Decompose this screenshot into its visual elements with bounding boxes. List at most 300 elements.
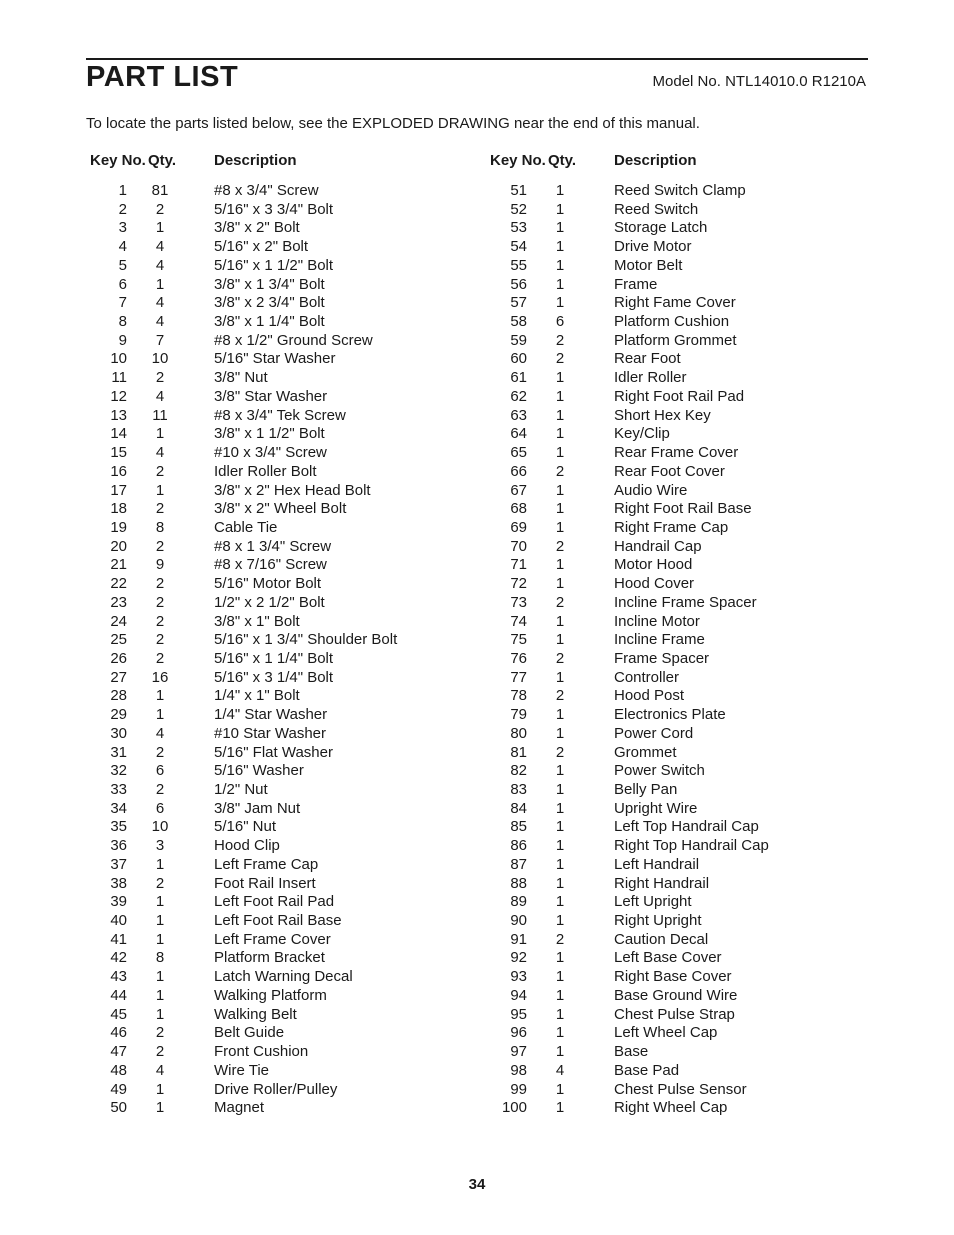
part-qty: 4 [155, 238, 165, 256]
part-qty: 2 [555, 537, 565, 555]
part-description: 3/8" Jam Nut [214, 799, 301, 817]
page-number: 34 [468, 1176, 486, 1193]
part-key-no: 56 [510, 275, 527, 293]
part-description: 3/8" Star Washer [214, 387, 328, 405]
part-description: Right Top Handrail Cap [614, 837, 769, 855]
part-qty: 16 [151, 668, 169, 686]
part-qty: 1 [555, 668, 565, 686]
part-key-no: 64 [510, 425, 527, 443]
header-qty: Qty. [148, 152, 177, 169]
part-description: Incline Frame Spacer [614, 593, 757, 611]
part-description: #8 x 7/16" Screw [214, 556, 327, 574]
part-qty: 1 [555, 762, 565, 780]
part-key-no: 76 [510, 649, 527, 667]
part-qty: 2 [555, 743, 565, 761]
part-key-no: 13 [110, 406, 127, 424]
part-qty: 1 [555, 369, 565, 387]
part-description: Handrail Cap [614, 537, 702, 555]
part-qty: 11 [152, 406, 168, 424]
part-qty: 1 [555, 1024, 565, 1042]
part-description: 5/16" Nut [214, 818, 277, 836]
part-description: Right Fame Cover [614, 294, 736, 312]
part-key-no: 54 [510, 238, 527, 256]
part-description: 5/16" x 2" Bolt [214, 238, 309, 256]
part-description: Audio Wire [614, 481, 688, 499]
part-qty: 2 [155, 743, 165, 761]
part-qty: 1 [555, 799, 565, 817]
part-description: Latch Warning Decal [214, 968, 353, 986]
part-qty: 1 [555, 893, 565, 911]
part-description: Right Handrail [614, 874, 710, 892]
part-qty: 1 [555, 444, 565, 462]
part-key-no: 65 [510, 444, 527, 462]
part-key-no: 100 [501, 1099, 527, 1117]
part-description: 1/4" x 1" Bolt [214, 687, 300, 705]
part-qty: 2 [555, 930, 565, 948]
part-key-no: 67 [510, 481, 527, 499]
part-key-no: 46 [110, 1024, 127, 1042]
part-qty: 4 [155, 313, 165, 331]
part-key-no: 24 [110, 612, 127, 630]
part-description: Power Cord [614, 724, 694, 742]
part-description: Belly Pan [614, 781, 678, 798]
part-qty: 2 [555, 593, 565, 611]
part-qty: 2 [155, 1043, 165, 1061]
part-description: Walking Belt [214, 1005, 297, 1023]
part-qty: 3 [155, 837, 165, 855]
part-description: 5/16" x 1 3/4" Shoulder Bolt [214, 631, 398, 649]
part-qty: 1 [555, 1099, 565, 1117]
part-key-no: 50 [110, 1099, 127, 1117]
part-description: 5/16" Star Washer [214, 350, 336, 368]
part-key-no: 73 [510, 593, 527, 611]
part-key-no: 68 [510, 500, 527, 518]
part-description: Right Wheel Cap [614, 1099, 728, 1117]
part-key-no: 51 [510, 182, 527, 199]
part-qty: 2 [155, 575, 165, 593]
part-description: Walking Platform [214, 986, 327, 1004]
part-description: 5/16" x 3 1/4" Bolt [214, 668, 334, 686]
part-description: Caution Decal [614, 930, 709, 948]
part-key-no: 19 [110, 518, 127, 536]
part-qty: 1 [155, 706, 165, 724]
part-key-no: 34 [110, 799, 127, 817]
part-key-no: 99 [510, 1080, 527, 1098]
part-qty: 1 [155, 425, 165, 443]
part-description: Foot Rail Insert [214, 874, 316, 892]
part-description: Frame [614, 275, 658, 293]
part-qty: 1 [555, 518, 565, 536]
part-key-no: 72 [510, 575, 527, 593]
part-qty: 1 [555, 182, 565, 199]
part-key-no: 55 [510, 256, 527, 274]
part-description: Idler Roller [614, 369, 687, 387]
part-description: 5/16" Flat Washer [214, 743, 333, 761]
part-description: Right Foot Rail Pad [614, 387, 745, 405]
part-key-no: 44 [110, 986, 127, 1004]
part-qty: 4 [555, 1061, 565, 1079]
part-description: Hood Post [614, 687, 685, 705]
header-description: Description [614, 152, 697, 169]
part-key-no: 82 [510, 762, 527, 780]
part-key-no: 89 [510, 893, 527, 911]
part-key-no: 40 [110, 912, 127, 930]
part-key-no: 32 [110, 762, 127, 780]
part-key-no: 92 [510, 949, 527, 967]
header-key-no: Key No. [90, 152, 146, 169]
part-qty: 1 [155, 1005, 165, 1023]
part-key-no: 97 [510, 1043, 527, 1061]
part-key-no: 21 [110, 556, 127, 574]
part-key-no: 39 [110, 893, 127, 911]
part-description: 3/8" x 1 1/4" Bolt [214, 313, 325, 331]
part-description: Base Pad [614, 1061, 680, 1079]
part-qty: 1 [155, 893, 165, 911]
part-description: 3/8" x 2" Wheel Bolt [214, 500, 347, 518]
part-description: Belt Guide [214, 1024, 285, 1042]
part-key-no: 4 [118, 238, 127, 256]
header-key-no: Key No. [490, 152, 546, 169]
part-key-no: 94 [510, 986, 527, 1004]
part-description: Incline Motor [614, 612, 700, 630]
part-qty: 1 [555, 406, 565, 424]
part-qty: 1 [555, 575, 565, 593]
part-key-no: 2 [118, 200, 127, 218]
part-qty: 6 [155, 799, 165, 817]
part-key-no: 75 [510, 631, 527, 649]
part-qty: 1 [555, 986, 565, 1004]
part-qty: 1 [555, 387, 565, 405]
part-key-no: 77 [510, 668, 527, 686]
part-qty: 10 [151, 350, 169, 368]
part-key-no: 69 [510, 518, 527, 536]
part-description: 5/16" Motor Bolt [214, 575, 322, 593]
part-description: Key/Clip [614, 425, 670, 443]
part-description: Left Base Cover [614, 949, 722, 967]
part-key-no: 79 [510, 706, 527, 724]
part-qty: 2 [155, 537, 165, 555]
part-description: Left Wheel Cap [614, 1024, 718, 1042]
part-key-no: 66 [510, 462, 527, 480]
part-key-no: 58 [510, 313, 527, 331]
part-description: 1/4" Star Washer [214, 706, 328, 724]
part-key-no: 12 [110, 387, 127, 405]
part-description: Hood Clip [214, 837, 280, 855]
part-qty: 1 [555, 1043, 565, 1061]
part-key-no: 9 [118, 331, 127, 349]
part-key-no: 86 [510, 837, 527, 855]
part-qty: 8 [155, 949, 165, 967]
part-description: Platform Grommet [614, 331, 737, 349]
part-qty: 4 [155, 387, 165, 405]
part-description: Left Frame Cap [214, 855, 319, 873]
part-key-no: 14 [110, 425, 127, 443]
part-qty: 8 [155, 518, 165, 536]
part-description: Cable Tie [214, 518, 278, 536]
part-description: 3/8" Nut [214, 369, 268, 387]
part-qty: 1 [555, 1080, 565, 1098]
part-description: Drive Roller/Pulley [214, 1080, 338, 1098]
part-key-no: 35 [110, 818, 127, 836]
part-key-no: 61 [510, 369, 527, 387]
part-key-no: 62 [510, 387, 527, 405]
part-qty: 81 [151, 182, 169, 199]
intro-text: To locate the parts listed below, see the EXPLODED DRAWING near the end of this manual. [86, 115, 700, 132]
part-key-no: 43 [110, 968, 127, 986]
part-key-no: 27 [110, 668, 127, 686]
part-qty: 2 [155, 631, 165, 649]
part-description: #8 x 3/4" Tek Screw [214, 406, 346, 424]
part-key-no: 49 [110, 1080, 127, 1098]
part-key-no: 36 [110, 837, 127, 855]
part-description: 5/16" x 1 1/4" Bolt [214, 649, 334, 667]
page-title: PART LIST [86, 61, 239, 93]
part-key-no: 30 [110, 724, 127, 742]
part-description: Magnet [214, 1099, 265, 1117]
part-description: Left Handrail [614, 855, 700, 873]
part-qty: 1 [555, 612, 565, 630]
part-key-no: 60 [510, 350, 527, 368]
part-key-no: 23 [110, 593, 127, 611]
part-description: Chest Pulse Sensor [614, 1080, 747, 1098]
part-key-no: 10 [110, 350, 127, 368]
part-key-no: 38 [110, 874, 127, 892]
part-description: Rear Frame Cover [614, 444, 739, 462]
part-qty: 1 [555, 724, 565, 742]
part-qty: 9 [155, 556, 165, 574]
part-qty: 1 [155, 1080, 165, 1098]
part-description: 3/8" x 2" Bolt [214, 219, 300, 237]
part-description: Chest Pulse Strap [614, 1005, 735, 1023]
part-key-no: 33 [110, 781, 127, 798]
part-qty: 10 [151, 818, 169, 836]
part-qty: 1 [555, 481, 565, 499]
part-qty: 2 [155, 593, 165, 611]
part-description: Power Switch [614, 762, 705, 780]
part-qty: 1 [555, 219, 565, 237]
part-key-no: 37 [110, 855, 127, 873]
part-qty: 2 [555, 462, 565, 480]
part-qty: 2 [155, 649, 165, 667]
part-key-no: 1 [118, 182, 127, 199]
part-description: Idler Roller Bolt [214, 462, 317, 480]
part-key-no: 16 [110, 462, 127, 480]
part-description: Storage Latch [614, 219, 708, 237]
part-description: 3/8" x 1" Bolt [214, 612, 300, 630]
part-qty: 1 [555, 256, 565, 274]
part-key-no: 83 [510, 781, 527, 798]
part-description: Right Foot Rail Base [614, 500, 752, 518]
part-qty: 1 [555, 912, 565, 930]
part-key-no: 90 [510, 912, 527, 930]
part-description: 5/16" x 1 1/2" Bolt [214, 256, 334, 274]
part-key-no: 81 [510, 743, 527, 761]
part-qty: 2 [155, 874, 165, 892]
part-key-no: 6 [118, 275, 127, 293]
part-description: Base [614, 1043, 649, 1061]
part-qty: 1 [555, 631, 565, 649]
part-key-no: 7 [118, 294, 127, 312]
part-description: 3/8" x 2" Hex Head Bolt [214, 481, 371, 499]
part-key-no: 26 [110, 649, 127, 667]
part-qty: 1 [155, 1099, 165, 1117]
part-description: 5/16" x 3 3/4" Bolt [214, 200, 334, 218]
part-key-no: 22 [110, 575, 127, 593]
part-qty: 4 [155, 724, 165, 742]
part-qty: 1 [555, 425, 565, 443]
part-description: Right Upright [614, 912, 702, 930]
part-qty: 1 [155, 930, 165, 948]
part-description: Left Frame Cover [214, 930, 331, 948]
part-key-no: 18 [110, 500, 127, 518]
part-description: Right Frame Cap [614, 518, 729, 536]
part-qty: 2 [555, 331, 565, 349]
part-qty: 4 [155, 1061, 165, 1079]
part-key-no: 87 [510, 855, 527, 873]
part-key-no: 3 [118, 219, 127, 237]
part-description: Rear Foot [614, 350, 681, 368]
part-qty: 1 [555, 781, 565, 798]
part-qty: 1 [155, 912, 165, 930]
part-description: Platform Cushion [614, 313, 730, 331]
part-description: Upright Wire [614, 799, 698, 817]
part-qty: 2 [555, 687, 565, 705]
part-qty: 1 [155, 687, 165, 705]
part-description: Platform Bracket [214, 949, 325, 967]
part-description: #10 Star Washer [214, 724, 326, 742]
part-description: Short Hex Key [614, 406, 711, 424]
part-description: 3/8" x 1 3/4" Bolt [214, 275, 325, 293]
part-qty: 1 [555, 294, 565, 312]
part-qty: 1 [555, 949, 565, 967]
part-key-no: 20 [110, 537, 127, 555]
part-qty: 1 [555, 238, 565, 256]
part-key-no: 41 [110, 930, 127, 948]
part-qty: 2 [155, 781, 165, 798]
part-description: Frame Spacer [614, 649, 710, 667]
part-key-no: 42 [110, 949, 127, 967]
part-description: Left Foot Rail Pad [214, 893, 335, 911]
part-description: 5/16" Washer [214, 762, 304, 780]
header-qty: Qty. [548, 152, 577, 169]
part-description: Electronics Plate [614, 706, 726, 724]
part-qty: 1 [555, 275, 565, 293]
part-qty: 2 [555, 649, 565, 667]
part-qty: 1 [155, 986, 165, 1004]
part-description: Base Ground Wire [614, 986, 738, 1004]
part-key-no: 74 [510, 612, 527, 630]
part-key-no: 70 [510, 537, 527, 555]
part-description: Motor Belt [614, 256, 683, 274]
part-qty: 4 [155, 444, 165, 462]
part-qty: 1 [555, 500, 565, 518]
part-description: #10 x 3/4" Screw [214, 444, 327, 462]
part-qty: 7 [155, 331, 165, 349]
part-key-no: 53 [510, 219, 527, 237]
part-key-no: 95 [510, 1005, 527, 1023]
part-key-no: 47 [110, 1043, 127, 1061]
part-description: Reed Switch Clamp [614, 182, 746, 199]
part-qty: 2 [155, 462, 165, 480]
part-description: 3/8" x 1 1/2" Bolt [214, 425, 325, 443]
part-description: Rear Foot Cover [614, 462, 725, 480]
part-qty: 2 [155, 1024, 165, 1042]
part-description: #8 x 3/4" Screw [214, 182, 319, 199]
part-qty: 2 [155, 369, 165, 387]
part-key-no: 15 [110, 444, 127, 462]
part-description: Left Foot Rail Base [214, 912, 342, 930]
part-description: Drive Motor [614, 238, 692, 256]
part-description: Controller [614, 668, 680, 686]
part-description: Incline Frame [614, 631, 705, 649]
part-qty: 1 [555, 874, 565, 892]
part-qty: 6 [555, 313, 565, 331]
part-qty: 1 [555, 818, 565, 836]
part-key-no: 93 [510, 968, 527, 986]
part-key-no: 84 [510, 799, 527, 817]
part-qty: 1 [555, 968, 565, 986]
part-qty: 2 [155, 612, 165, 630]
part-description: Left Upright [614, 893, 692, 911]
part-qty: 2 [555, 350, 565, 368]
part-key-no: 31 [110, 743, 127, 761]
part-qty: 1 [155, 855, 165, 873]
part-qty: 1 [555, 1005, 565, 1023]
part-qty: 1 [555, 855, 565, 873]
part-description: Hood Cover [614, 575, 695, 593]
part-qty: 1 [555, 837, 565, 855]
part-qty: 1 [155, 968, 165, 986]
part-key-no: 48 [110, 1061, 127, 1079]
part-description: Grommet [614, 743, 677, 761]
part-description: Right Base Cover [614, 968, 732, 986]
part-description: #8 x 1/2" Ground Screw [214, 331, 373, 349]
part-description: #8 x 1 3/4" Screw [214, 537, 332, 555]
part-qty: 1 [555, 706, 565, 724]
header-rule [86, 58, 868, 60]
part-key-no: 8 [118, 313, 127, 331]
part-qty: 2 [155, 200, 165, 218]
part-key-no: 11 [111, 369, 127, 387]
part-description: Motor Hood [614, 556, 693, 574]
part-key-no: 17 [110, 481, 127, 499]
part-description: Left Top Handrail Cap [614, 818, 759, 836]
part-key-no: 63 [510, 406, 527, 424]
part-qty: 1 [555, 556, 565, 574]
part-qty: 2 [155, 500, 165, 518]
part-key-no: 59 [510, 331, 527, 349]
part-qty: 6 [155, 762, 165, 780]
part-description: 3/8" x 2 3/4" Bolt [214, 294, 325, 312]
part-key-no: 85 [510, 818, 527, 836]
part-qty: 4 [155, 294, 165, 312]
part-key-no: 57 [510, 294, 527, 312]
part-key-no: 80 [510, 724, 527, 742]
part-key-no: 25 [110, 631, 127, 649]
part-key-no: 29 [110, 706, 127, 724]
part-qty: 4 [155, 256, 165, 274]
part-key-no: 71 [510, 556, 527, 574]
part-key-no: 96 [510, 1024, 527, 1042]
part-key-no: 52 [510, 200, 527, 218]
part-qty: 1 [155, 219, 165, 237]
part-qty: 1 [155, 481, 165, 499]
part-key-no: 91 [510, 930, 527, 948]
part-key-no: 98 [510, 1061, 527, 1079]
part-description: 1/2" x 2 1/2" Bolt [214, 593, 325, 611]
part-description: Front Cushion [214, 1043, 309, 1061]
model-number: Model No. NTL14010.0 R1210A [652, 73, 866, 90]
